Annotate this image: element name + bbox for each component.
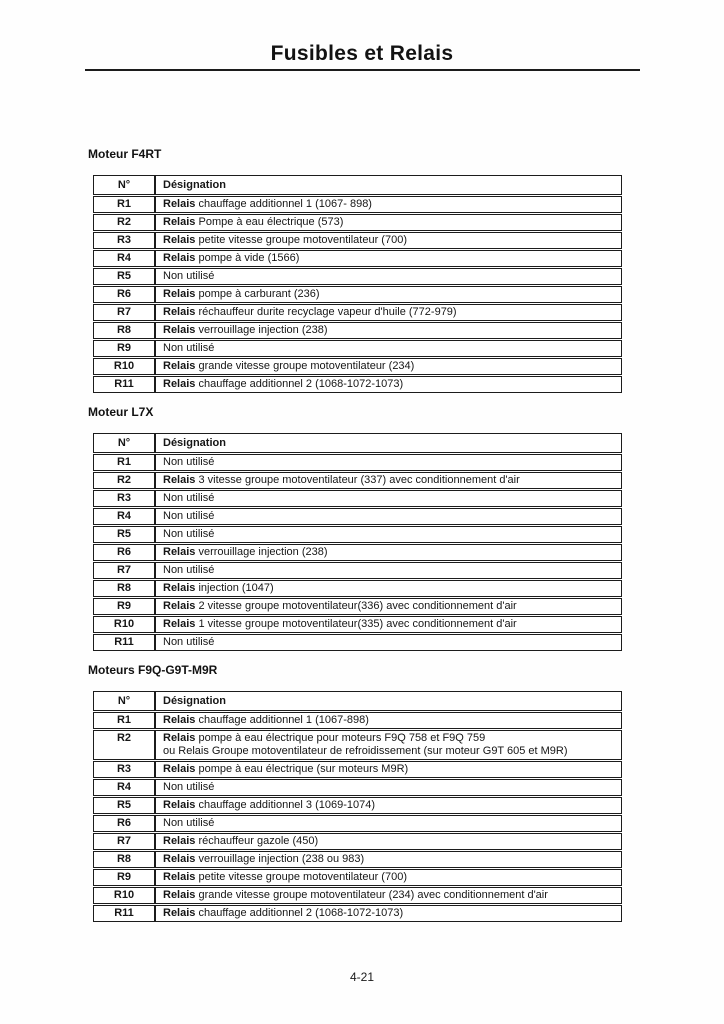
relay-number: R11: [94, 906, 155, 921]
designation-line: Non utilisé: [163, 564, 215, 576]
designation-line: Relais verrouillage injection (238 ou 983): [163, 853, 365, 865]
designation-line: Relais pompe à eau électrique pour moteurs F9Q 758 et F9Q 759: [163, 732, 486, 744]
column-header-designation: Désignation: [155, 434, 621, 452]
designation-line: Relais réchauffeur durite recyclage vapeur d'huile (772-979): [163, 306, 457, 318]
relay-number: R10: [94, 888, 155, 903]
designation-line: Relais 3 vitesse groupe motoventilateur (337) avec conditionnement d'air: [163, 474, 520, 486]
relay-number: R5: [94, 798, 155, 813]
table-row: [93, 833, 622, 850]
table-row: [93, 322, 622, 339]
relay-designation: [155, 713, 621, 728]
column-header-num: N°: [94, 176, 155, 194]
table-row: [93, 761, 622, 778]
relay-keyword: Relais: [163, 306, 196, 318]
relay-keyword: Relais: [163, 474, 196, 486]
designation-line: Relais petite vitesse groupe motoventilateur (700): [163, 234, 407, 246]
table-row: [93, 268, 622, 285]
section-heading: Moteurs F9Q-G9T-M9R: [88, 663, 218, 677]
designation-line: Non utilisé: [163, 781, 215, 793]
table-row: [93, 196, 622, 213]
relay-designation: [155, 455, 621, 470]
relay-number: R11: [94, 377, 155, 392]
relay-number: R9: [94, 599, 155, 614]
relay-designation: [155, 834, 621, 849]
table-row: [93, 730, 622, 760]
table-header-row: [93, 175, 622, 195]
designation-line: Relais pompe à vide (1566): [163, 252, 300, 264]
designation-line: Non utilisé: [163, 636, 215, 648]
table-row: [93, 454, 622, 471]
relay-keyword: Relais: [163, 378, 196, 390]
table-row: [93, 869, 622, 886]
designation-line: Relais chauffage additionnel 2 (1068-1072-1073): [163, 907, 404, 919]
engine-section: [88, 406, 629, 651]
relay-keyword: Relais: [163, 889, 196, 901]
designation-line: Relais grande vitesse groupe motoventilateur (234) avec conditionnement d'air: [163, 889, 548, 901]
relay-designation: [155, 215, 621, 230]
relay-designation: [155, 617, 621, 632]
table-row: [93, 797, 622, 814]
designation-line: Relais chauffage additionnel 1 (1067- 898): [163, 198, 372, 210]
relay-number: R9: [94, 870, 155, 885]
relay-designation: [155, 305, 621, 320]
table-row: [93, 526, 622, 543]
relay-keyword: Relais: [163, 907, 196, 919]
relay-keyword: Relais: [163, 546, 196, 558]
relay-designation: [155, 906, 621, 921]
table-header-row: [93, 691, 622, 711]
table-row: [93, 490, 622, 507]
section-heading: Moteur L7X: [88, 405, 154, 419]
table-row: [93, 214, 622, 231]
relay-keyword: Relais: [163, 582, 196, 594]
table-row: [93, 250, 622, 267]
relay-keyword: Relais: [163, 732, 196, 744]
relay-designation: [155, 852, 621, 867]
table-row: [93, 358, 622, 375]
relay-table: [93, 175, 622, 393]
relay-designation: [155, 870, 621, 885]
relay-number: R11: [94, 635, 155, 650]
relay-designation: [155, 635, 621, 650]
designation-line: Relais verrouillage injection (238): [163, 324, 328, 336]
designation-line: Relais 2 vitesse groupe motoventilateur(336) avec conditionnement d'air: [163, 600, 517, 612]
engine-section: [88, 148, 629, 393]
relay-designation: [155, 287, 621, 302]
table-row: [93, 905, 622, 922]
relay-keyword: Relais: [163, 360, 196, 372]
relay-number: R3: [94, 762, 155, 777]
relay-table: [93, 433, 622, 651]
section-heading: Moteur F4RT: [88, 147, 162, 161]
designation-line: Relais réchauffeur gazole (450): [163, 835, 319, 847]
relay-number: R6: [94, 545, 155, 560]
table-row: [93, 304, 622, 321]
relay-keyword: Relais: [163, 600, 196, 612]
designation-line: Relais verrouillage injection (238): [163, 546, 328, 558]
relay-number: R6: [94, 287, 155, 302]
relay-designation: [155, 762, 621, 777]
designation-line: Relais pompe à carburant (236): [163, 288, 320, 300]
relay-number: R8: [94, 323, 155, 338]
table-row: [93, 472, 622, 489]
designation-line: Relais grande vitesse groupe motoventilateur (234): [163, 360, 415, 372]
relay-designation: [155, 545, 621, 560]
table-row: [93, 544, 622, 561]
table-row: [93, 887, 622, 904]
relay-number: R7: [94, 563, 155, 578]
designation-line: Non utilisé: [163, 528, 215, 540]
table-row: [93, 598, 622, 615]
table-row: [93, 815, 622, 832]
relay-keyword: Relais: [163, 714, 196, 726]
relay-designation: [155, 473, 621, 488]
relay-designation: [155, 599, 621, 614]
relay-number: R5: [94, 269, 155, 284]
relay-designation: [155, 798, 621, 813]
relay-number: R7: [94, 305, 155, 320]
designation-line: Relais chauffage additionnel 3 (1069-1074): [163, 799, 376, 811]
relay-number: R3: [94, 491, 155, 506]
relay-number: R8: [94, 852, 155, 867]
designation-line: Non utilisé: [163, 492, 215, 504]
relay-designation: [155, 816, 621, 831]
designation-line: Non utilisé: [163, 270, 215, 282]
table-row: [93, 376, 622, 393]
designation-line: Relais 1 vitesse groupe motoventilateur(335) avec conditionnement d'air: [163, 618, 517, 630]
table-row: [93, 851, 622, 868]
relay-number: R9: [94, 341, 155, 356]
engine-section: [88, 664, 629, 922]
relay-keyword: Relais: [163, 234, 196, 246]
table-header-row: [93, 433, 622, 453]
relay-number: R1: [94, 455, 155, 470]
table-row: [93, 562, 622, 579]
table-row: [93, 779, 622, 796]
table-row: [93, 340, 622, 357]
relay-number: R2: [94, 731, 155, 759]
relay-number: R7: [94, 834, 155, 849]
designation-line: Relais injection (1047): [163, 582, 274, 594]
relay-keyword: Relais: [163, 252, 196, 264]
table-row: [93, 616, 622, 633]
relay-designation: [155, 197, 621, 212]
relay-designation: [155, 269, 621, 284]
relay-keyword: Relais: [163, 198, 196, 210]
relay-designation: [155, 341, 621, 356]
relay-keyword: Relais: [163, 871, 196, 883]
relay-designation: [155, 731, 621, 759]
relay-number: R6: [94, 816, 155, 831]
designation-line: Non utilisé: [163, 342, 215, 354]
relay-number: R4: [94, 251, 155, 266]
relay-number: R3: [94, 233, 155, 248]
relay-number: R8: [94, 581, 155, 596]
table-row: [93, 634, 622, 651]
relay-keyword: Relais: [163, 853, 196, 865]
page-number: 4-21: [349, 970, 375, 984]
relay-number: R2: [94, 215, 155, 230]
title-rule: [85, 69, 640, 71]
relay-number: R2: [94, 473, 155, 488]
relay-number: R10: [94, 359, 155, 374]
relay-table: [93, 691, 622, 922]
relay-designation: [155, 563, 621, 578]
relay-designation: [155, 509, 621, 524]
relay-keyword: Relais: [163, 618, 196, 630]
relay-number: R5: [94, 527, 155, 542]
column-header-num: N°: [94, 692, 155, 710]
designation-line: Non utilisé: [163, 817, 215, 829]
designation-line: ou Relais Groupe motoventilateur de refroidissement (sur moteur G9T 605 et M9R): [163, 745, 568, 757]
relay-keyword: Relais: [163, 835, 196, 847]
designation-line: Non utilisé: [163, 456, 215, 468]
relay-keyword: Relais: [163, 763, 196, 775]
column-header-designation: Désignation: [155, 176, 621, 194]
table-row: [93, 712, 622, 729]
table-row: [93, 580, 622, 597]
relay-designation: [155, 359, 621, 374]
relay-designation: [155, 491, 621, 506]
relay-designation: [155, 251, 621, 266]
relay-keyword: Relais: [163, 799, 196, 811]
designation-line: Relais Pompe à eau électrique (573): [163, 216, 344, 228]
relay-keyword: Relais: [163, 324, 196, 336]
column-header-num: N°: [94, 434, 155, 452]
column-header-designation: Désignation: [155, 692, 621, 710]
table-row: [93, 508, 622, 525]
relay-number: R4: [94, 509, 155, 524]
relay-designation: [155, 323, 621, 338]
relay-number: R1: [94, 713, 155, 728]
relay-designation: [155, 780, 621, 795]
designation-line: Relais petite vitesse groupe motoventilateur (700): [163, 871, 407, 883]
table-row: [93, 286, 622, 303]
relay-number: R1: [94, 197, 155, 212]
relay-number: R4: [94, 780, 155, 795]
relay-designation: [155, 377, 621, 392]
designation-line: Non utilisé: [163, 510, 215, 522]
relay-number: R10: [94, 617, 155, 632]
relay-designation: [155, 581, 621, 596]
relay-keyword: Relais: [163, 288, 196, 300]
relay-designation: [155, 888, 621, 903]
designation-line: Relais chauffage additionnel 1 (1067-898): [163, 714, 369, 726]
designation-line: Relais chauffage additionnel 2 (1068-1072-1073): [163, 378, 404, 390]
relay-keyword: Relais: [163, 216, 196, 228]
relay-designation: [155, 233, 621, 248]
table-row: [93, 232, 622, 249]
designation-line: Relais pompe à eau électrique (sur moteurs M9R): [163, 763, 409, 775]
relay-designation: [155, 527, 621, 542]
page-title: Fusibles et Relais: [270, 42, 454, 65]
